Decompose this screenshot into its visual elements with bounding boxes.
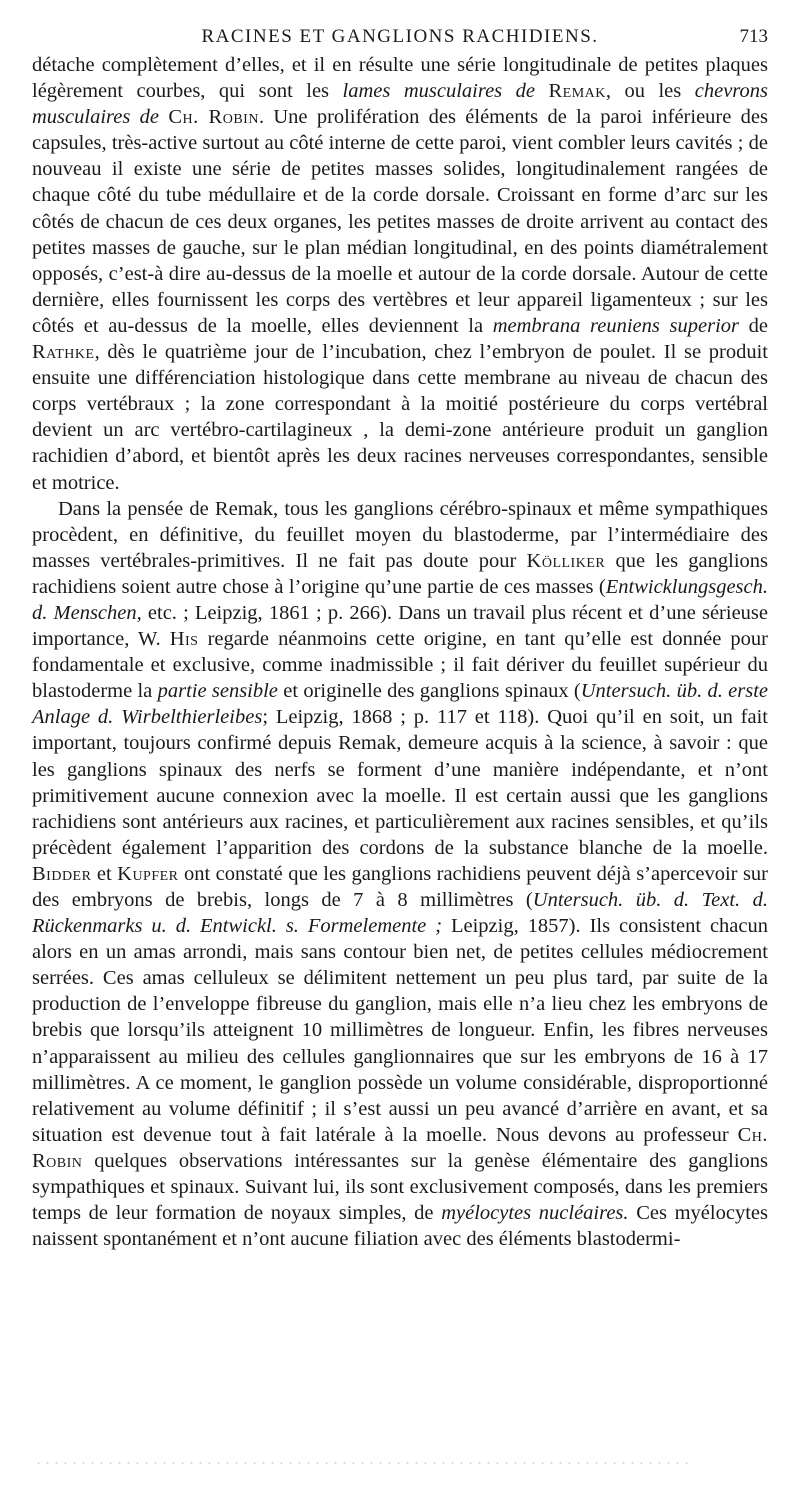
text-run: que les ganglions rachidiens soient autre chose à l’origine qu’une partie de ces masses ( xyxy=(32,549,768,598)
body-text xyxy=(32,52,768,1252)
text-run: et xyxy=(91,862,118,885)
running-title: RACINES ET GANGLIONS RACHIDIENS. xyxy=(201,26,599,47)
text-run: , dès le quatrième jour de l’incubation, chez l’embryon de poulet. Il se produit ensuite une différenciation histologique dans cette membrane au niveau de chacun des corps vertébraux ; la zone correspondant à la moitié postérieure du corps vertébral devient un arc vertébro-cartilagineux , la demi-zone antérieure produit un ganglion rachidien d’abord, et bientôt après les deux racines nerveuses correspondantes, sensible et motrice. xyxy=(32,341,768,494)
text-run: et originelle des ganglions spinaux ( xyxy=(277,680,581,703)
italic-run: Entwicklungsgesch. d. Menschen, xyxy=(32,575,768,624)
paragraph xyxy=(32,52,768,496)
text-run xyxy=(535,80,549,102)
scan-noise xyxy=(34,1460,694,1466)
small-caps-name: Bidder xyxy=(32,862,92,885)
italic-run: chevrons musculaires de xyxy=(32,80,768,129)
running-head xyxy=(32,24,768,52)
italic-run: Untersuch. üb. d. Text. d. Rückenmarks u. d. Entwickl. s. Formelemente ; xyxy=(32,889,768,938)
text-run: détache complètement d’elles, et il en résulte une série longitudinale de petites plaques légèrement courbes, qui sont les xyxy=(32,54,768,103)
text-run: Dans la pensée de Remak, tous les ganglions cérébro-spinaux et même sympathiques procèdent, en définitive, du feuillet moyen du blastoderme, par l’intermédiaire des masses vertébrales-primitives. Il ne fait pas doute pour xyxy=(32,497,768,572)
small-caps-name: His xyxy=(169,628,199,651)
text-run: etc. ; Leipzig, 1861 ; p. 266). Dans un travail plus récent et d’une sérieuse importance, W. xyxy=(32,601,769,651)
small-caps-name: Kupfer xyxy=(117,862,179,885)
italic-run: partie sensible xyxy=(157,680,278,703)
text-run: ; Leipzig, 1868 ; p. 117 et 118). Quoi qu’il en soit, un fait important, toujours confirmé depuis Remak, demeure acquis à la science, à savoir : que les ganglions spinaux des nerfs se forment d’une manière indépendante, et n’ont primitivement aucune connexion avec la moelle. Il est certain aussi que les ganglions rachidiens sont antérieurs aux racines, et particulièrement aux racines sensibles, et qu’ils précèdent également l’apparition des cordons de la substance blanche de la moelle. xyxy=(32,706,768,859)
book-page xyxy=(32,24,768,1252)
small-caps-name: Ch. Robin xyxy=(168,106,259,129)
text-run: , ou les xyxy=(605,80,695,103)
text-run: de xyxy=(739,314,768,337)
text-run: regarde néanmoins cette origine, en tant qu’elle est donnée pour fondamentale et exclusive, comme inadmissible ; il fait dériver du feuillet supérieur du blastoderme la xyxy=(32,628,768,703)
italic-run: lames musculaires de xyxy=(342,80,535,103)
text-run: . Une prolifération des éléments de la paroi inférieure des capsules, très-active surtout au côté interne de cette paroi, vient combler leurs cavités ; de nouveau il existe une série de petites masses solides, longitudinalement rangées de chaque côté du tube médullaire et de la corde dorsale. Croissant en forme d’arc sur les côtés de chacun de ces deux organes, les petites masses de droite arrivent au contact des petites masses de gauche, sur le plan médian longitudinal, en des points diamétralement opposés, c’est-à dire au-dessus de la moelle et autour de la corde dorsale. Autour de cette dernière, elles fournissent les corps des vertèbres et leur appareil ligamenteux ; sur les côtés et au-dessus de la moelle, elles deviennent la xyxy=(32,106,768,337)
text-run xyxy=(159,106,168,128)
small-caps-name: Ch. Robin xyxy=(32,1123,768,1172)
text-run: Ces myélocytes naissent spontanément et n’ont aucune filiation avec des éléments blastodermi- xyxy=(32,1202,768,1251)
small-caps-name: Kölliker xyxy=(526,549,606,572)
italic-run: Untersuch. üb. d. erste Anlage d. Wirbelthierleibes xyxy=(32,680,769,729)
text-run: quelques observations intéressantes sur la genèse élémentaire des ganglions sympathiques et spinaux. Suivant lui, ils sont exclusivement composés, dans les premiers temps de leur formation de noyaux simples, de xyxy=(32,1149,768,1225)
small-caps-name: Remak xyxy=(548,80,606,103)
small-caps-name: Rathke xyxy=(32,341,95,364)
text-run: Leipzig, 1857). Ils consistent chacun alors en un amas arrondi, mais sans contour bien net, de petites cellules médiocrement serrées. Ces amas celluleux se délimitent nettement un peu plus tard, par suite de la production de l’enveloppe fibreuse du ganglion, mais elle n’a lieu chez les embryons de brebis que lorsqu’ils atteignent 10 millimètres de longueur. Enfin, les fibres nerveuses n’apparaissent au milieu des cellules ganglionnaires que sur les embryons de 16 à 17 millimètres. A ce moment, le ganglion possède un volume considérable, disproportionné relativement au volume définitif ; il s’est aussi un peu avancé d’arrière en avant, et sa situation est devenue tout à fait latérale à la moelle. Nous devons au professeur xyxy=(32,915,769,1146)
page-number: 713 xyxy=(739,26,768,47)
paragraph xyxy=(32,496,768,1253)
text-run: ont constaté que les ganglions rachidiens peuvent déjà s’apercevoir sur des embryons de brebis, longs de 7 à 8 millimètres ( xyxy=(32,862,769,911)
italic-run: myélocytes nucléaires. xyxy=(441,1202,629,1225)
italic-run: membrana reuniens superior xyxy=(492,314,739,337)
